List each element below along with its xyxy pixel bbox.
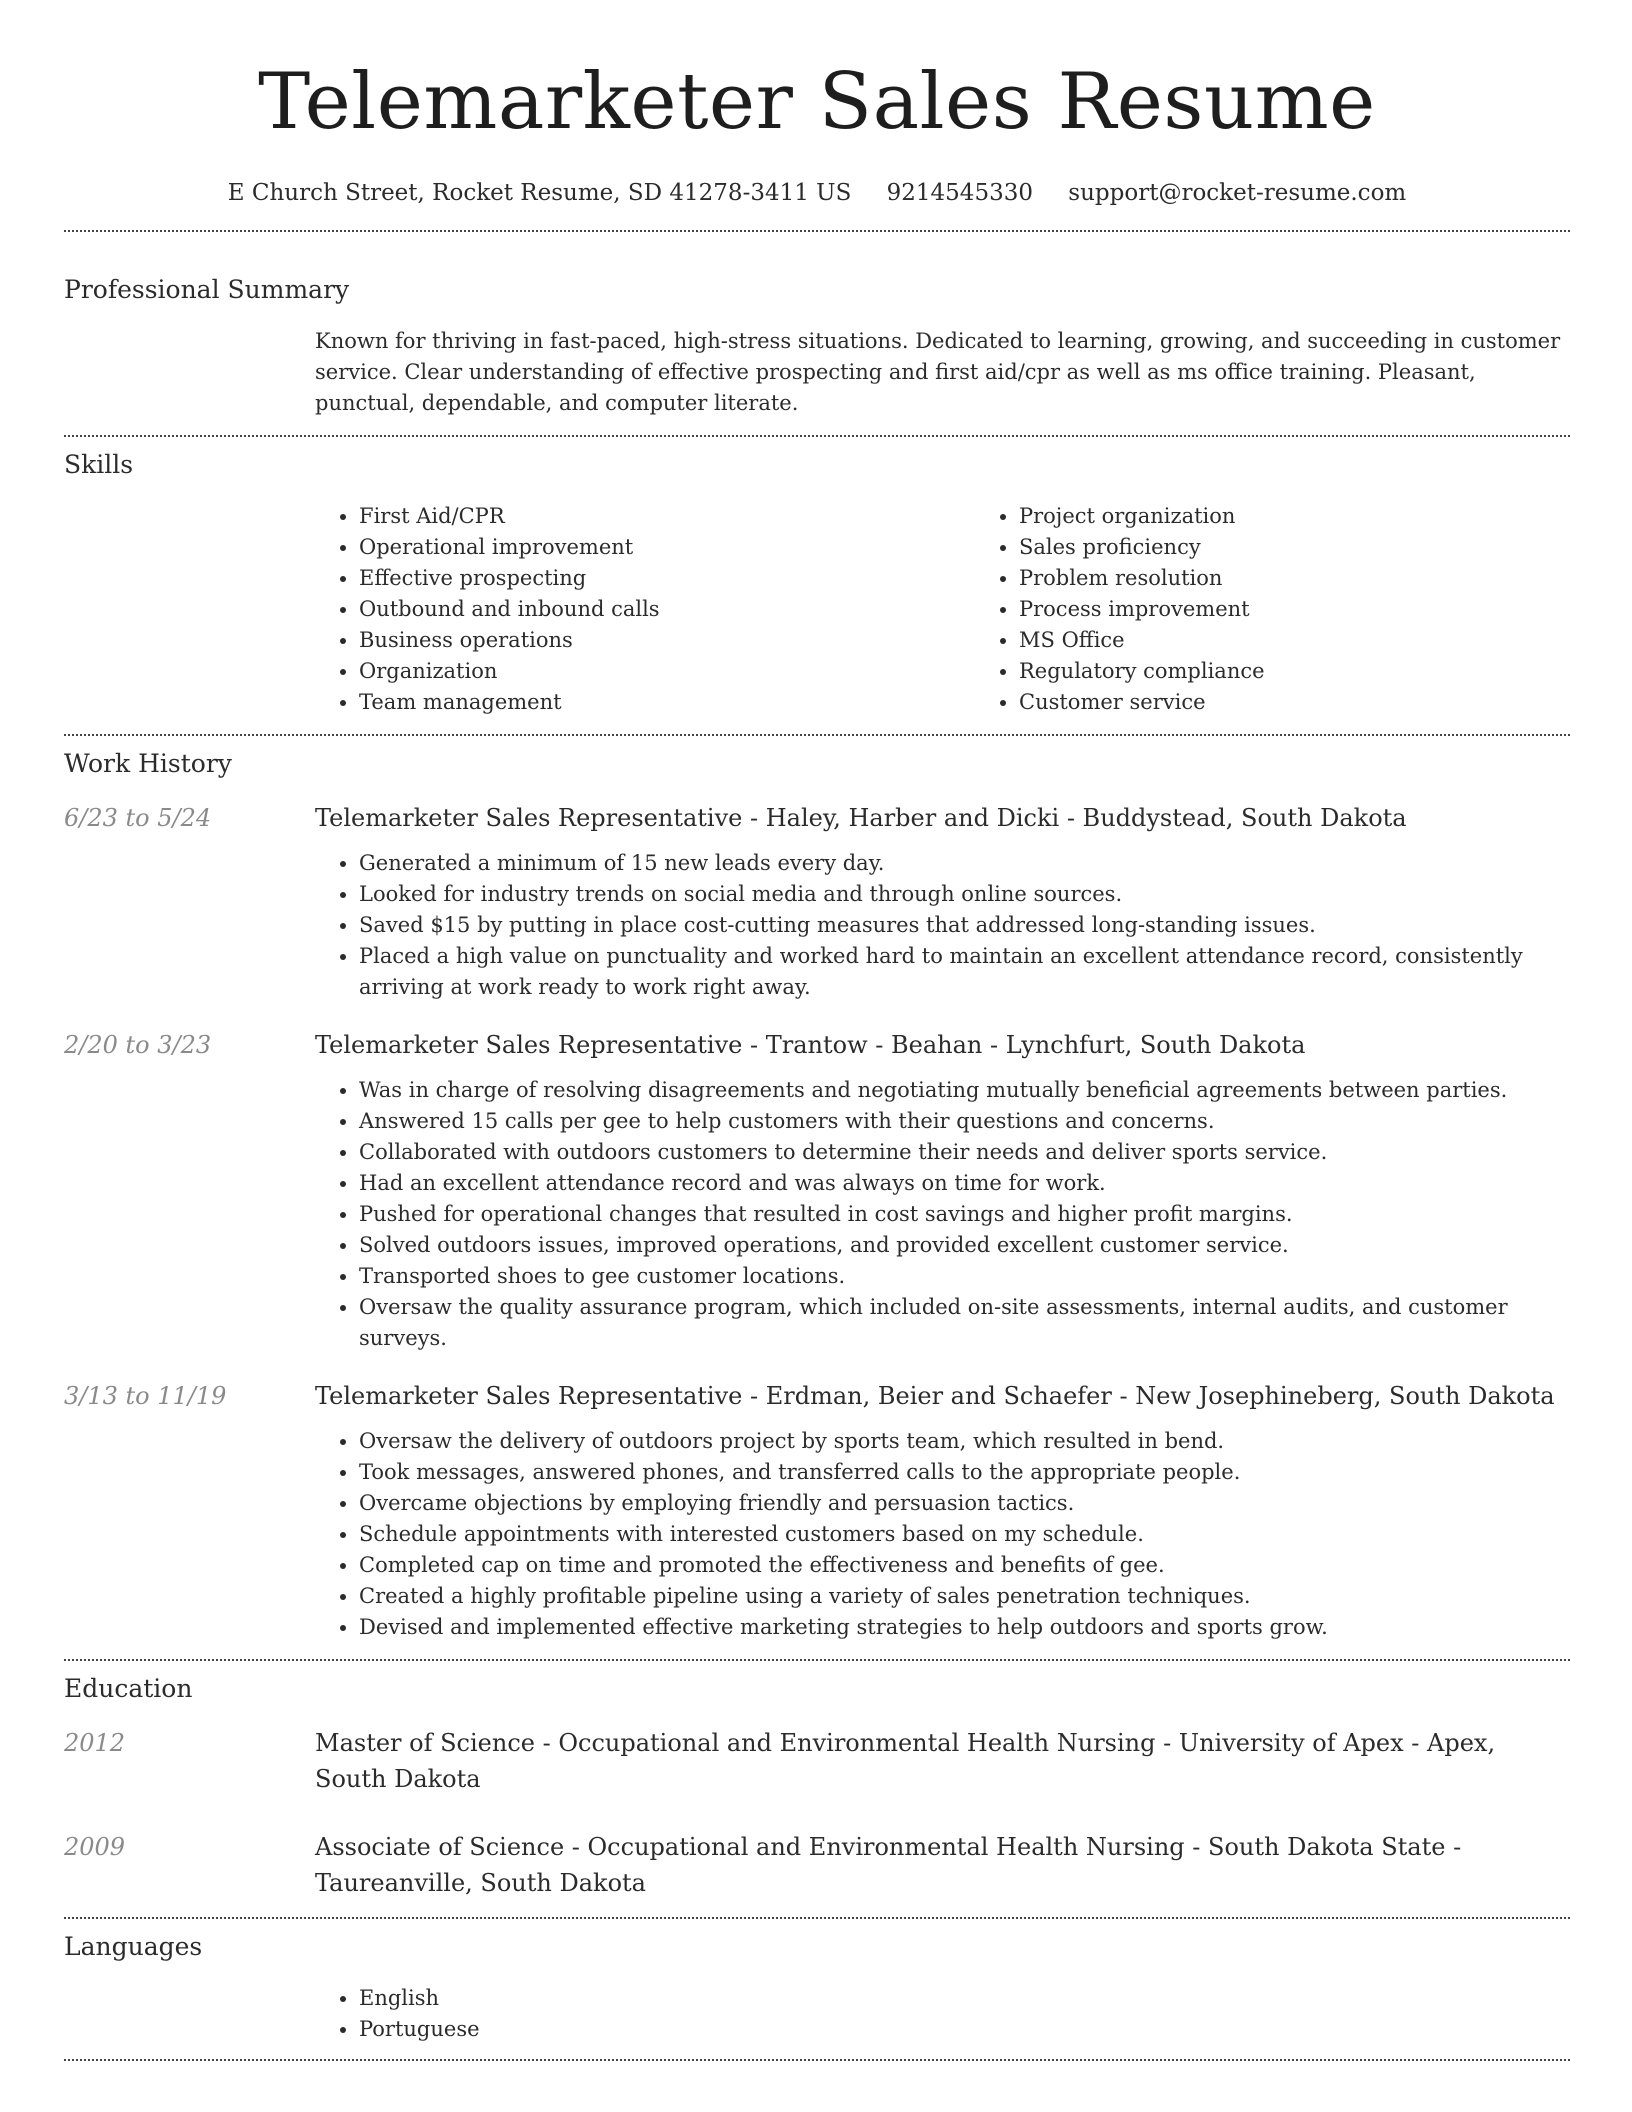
skill-item: • Sales proficiency (1019, 532, 1632, 563)
languages-left-spacer (64, 1983, 315, 2045)
skill-item: • Operational improvement (359, 532, 975, 563)
job-bullet: • Collaborated with outdoors customers to determine their needs and deliver sports service. (359, 1137, 1570, 1168)
job-entry (64, 1378, 1570, 1643)
job-body (315, 1378, 1570, 1643)
skill-item: • Team management (359, 687, 975, 718)
job-bullet: • Generated a minimum of 15 new leads every day. (359, 848, 1570, 879)
skill-item: • Outbound and inbound calls (359, 594, 975, 625)
job-bullet: • Oversaw the quality assurance program, which included on-site assessments, internal audits, and customer surveys. (359, 1292, 1570, 1354)
skill-item: • Problem resolution (1019, 563, 1632, 594)
job-bullet: • Completed cap on time and promoted the effectiveness and benefits of gee. (359, 1550, 1570, 1581)
contact-email[interactable]: support@rocket-resume.com (1068, 180, 1407, 206)
skill-item: • Organization (359, 656, 975, 687)
job-bullet: • Created a highly profitable pipeline using a variety of sales penetration techniques. (359, 1581, 1570, 1612)
job-title: Telemarketer Sales Representative - Trantow - Beahan - Lynchfurt, South Dakota (315, 1031, 1306, 1059)
skills-left-spacer (64, 501, 315, 718)
job-entry (64, 1027, 1570, 1354)
contact-phone: 9214545330 (886, 180, 1033, 206)
education-year: 2009 (64, 1833, 126, 1861)
skill-item: • Process improvement (1019, 594, 1632, 625)
job-bullet: • Schedule appointments with interested customers based on my schedule. (359, 1519, 1570, 1550)
summary-heading: Professional Summary (64, 275, 350, 304)
skill-item: • First Aid/CPR (359, 501, 975, 532)
language-item: • Portuguese (359, 2014, 1570, 2045)
job-body (315, 800, 1570, 1003)
skills-list-right (975, 501, 1632, 718)
job-title: Telemarketer Sales Representative - Erdman, Beier and Schaefer - New Josephineberg, South Dakota (315, 1382, 1555, 1410)
job-bullet: • Took messages, answered phones, and transferred calls to the appropriate people. (359, 1457, 1570, 1488)
resume-page (64, 0, 1570, 2061)
education-body (315, 1829, 1570, 1901)
skill-item: • Project organization (1019, 501, 1632, 532)
summary-row (64, 326, 1570, 419)
job-bullet: • Oversaw the delivery of outdoors project by sports team, which resulted in bend. (359, 1426, 1570, 1457)
skill-item: • MS Office (1019, 625, 1632, 656)
job-bullet: • Placed a high value on punctuality and worked hard to maintain an excellent attendance record, consistently arriving at work ready to work right away. (359, 941, 1570, 1003)
skill-item: • Regulatory compliance (1019, 656, 1632, 687)
job-bullet: • Was in charge of resolving disagreements and negotiating mutually beneficial agreements between parties. (359, 1075, 1570, 1106)
job-bullets (315, 1426, 1570, 1643)
job-dates: 6/23 to 5/24 (64, 804, 212, 832)
education-heading: Education (64, 1674, 193, 1703)
languages-list (315, 1983, 1570, 2045)
skill-item: • Effective prospecting (359, 563, 975, 594)
job-bullet: • Overcame objections by employing friendly and persuasion tactics. (359, 1488, 1570, 1519)
skills-row (64, 501, 1570, 718)
languages-row (64, 1983, 1570, 2045)
skills-grid (315, 501, 1632, 718)
contact-address: E Church Street, Rocket Resume, SD 41278-3411 US (227, 180, 852, 206)
job-bullet: • Saved $15 by putting in place cost-cutting measures that addressed long-standing issues. (359, 910, 1570, 941)
job-title: Telemarketer Sales Representative - Haley, Harber and Dicki - Buddystead, South Dakota (315, 804, 1407, 832)
skill-item: • Customer service (1019, 687, 1632, 718)
resume-title: Telemarketer Sales Resume (258, 57, 1376, 147)
education-body (315, 1725, 1570, 1797)
education-title: Master of Science - Occupational and Environmental Health Nursing - University of Apex - Apex, South Dakota (315, 1729, 1496, 1793)
job-dates: 3/13 to 11/19 (64, 1382, 227, 1410)
education-entry (64, 1829, 1570, 1901)
skills-list-left (315, 501, 975, 718)
contact-line (64, 176, 1570, 210)
job-bullet: • Solved outdoors issues, improved operations, and provided excellent customer service. (359, 1230, 1570, 1261)
job-bullet: • Pushed for operational changes that resulted in cost savings and higher profit margins. (359, 1199, 1570, 1230)
education-year: 2012 (64, 1729, 126, 1757)
work-heading: Work History (64, 749, 232, 778)
job-body (315, 1027, 1570, 1354)
job-dates: 2/20 to 3/23 (64, 1031, 212, 1059)
language-item: • English (359, 1983, 1570, 2014)
job-bullet: • Answered 15 calls per gee to help customers with their questions and concerns. (359, 1106, 1570, 1137)
job-bullet: • Had an excellent attendance record and was always on time for work. (359, 1168, 1570, 1199)
education-entry (64, 1725, 1570, 1797)
skill-item: • Business operations (359, 625, 975, 656)
job-bullet: • Looked for industry trends on social media and through online sources. (359, 879, 1570, 910)
job-bullet: • Transported shoes to gee customer locations. (359, 1261, 1570, 1292)
job-entry (64, 800, 1570, 1003)
job-bullets (315, 1075, 1570, 1354)
summary-left-spacer (64, 326, 315, 419)
section-divider (64, 2059, 1570, 2061)
job-bullets (315, 848, 1570, 1003)
education-title: Associate of Science - Occupational and Environmental Health Nursing - South Dakota State - Taureanville, South Dakota (315, 1833, 1462, 1897)
skills-heading: Skills (64, 450, 134, 479)
languages-body (315, 1983, 1570, 2045)
job-bullet: • Devised and implemented effective marketing strategies to help outdoors and sports grow. (359, 1612, 1570, 1643)
summary-text: Known for thriving in fast-paced, high-stress situations. Dedicated to learning, growing, and succeeding in customer service. Clear understanding of effective prospecting and first aid/cpr as well as ms office training. Pleasant, punctual, dependable, and computer literate. (315, 329, 1561, 415)
languages-heading: Languages (64, 1932, 203, 1961)
